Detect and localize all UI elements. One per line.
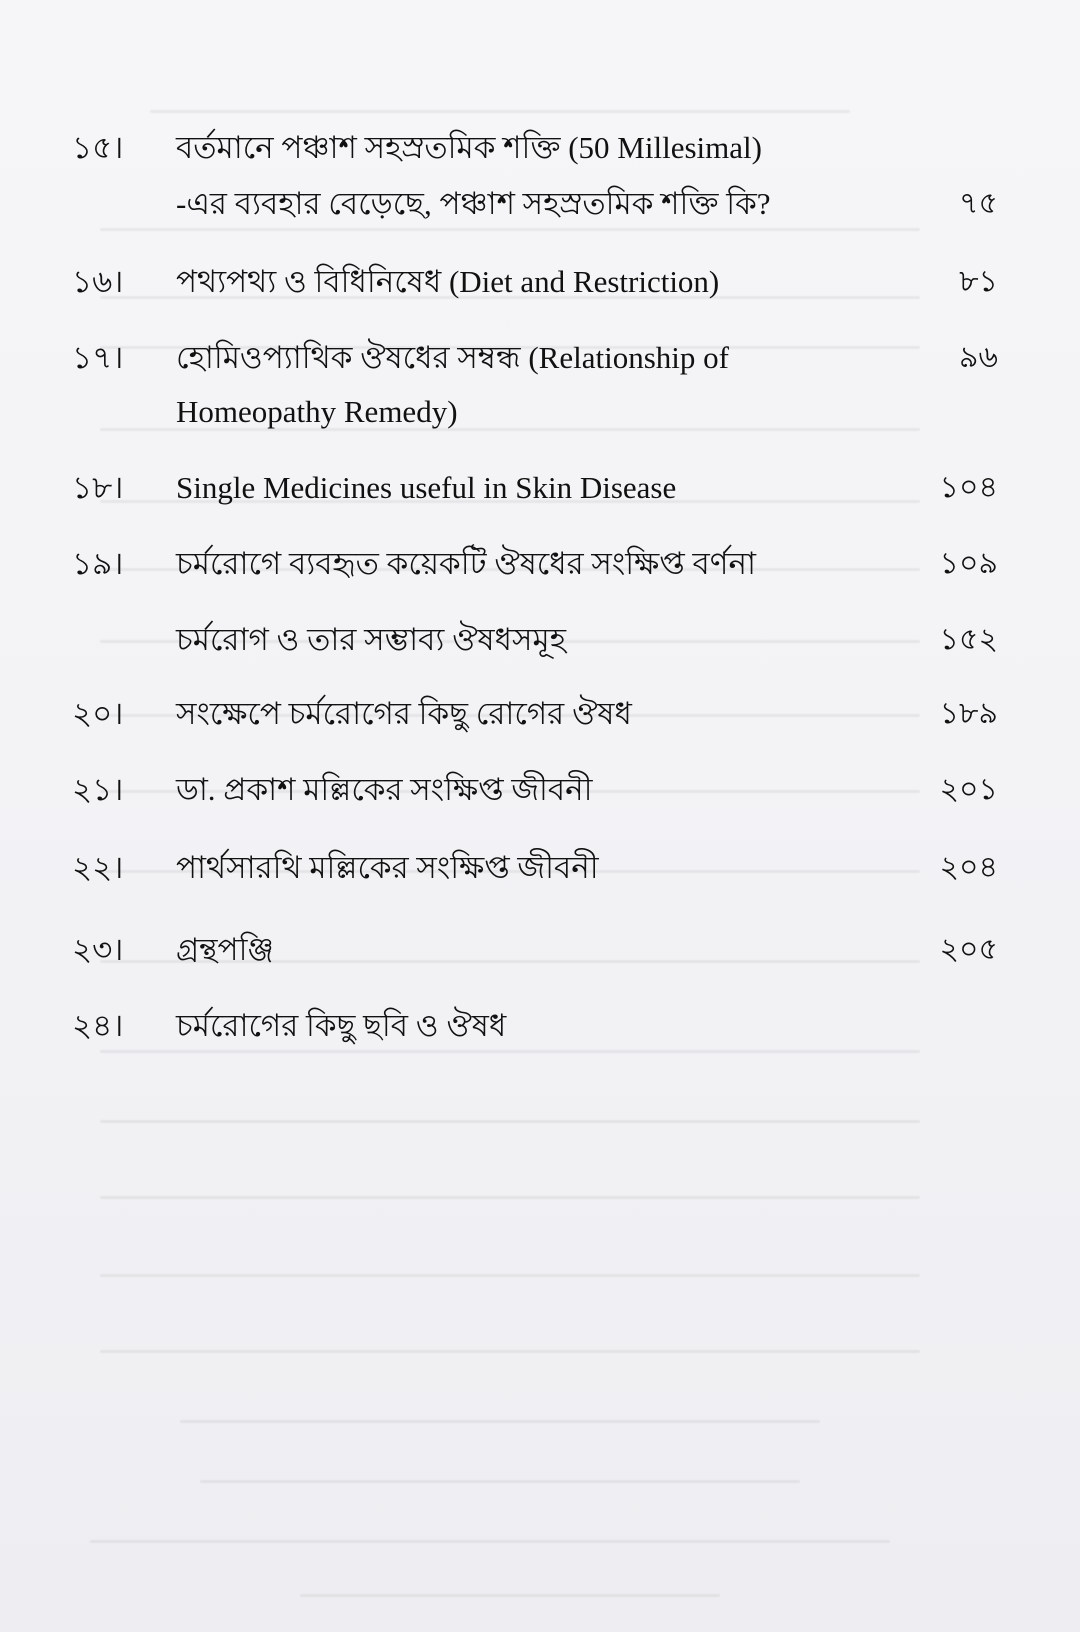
entry-number: ২০। bbox=[72, 696, 124, 732]
entry-number: ১৬। bbox=[72, 264, 124, 300]
entry-number: ১৫। bbox=[72, 130, 124, 166]
entry-title-continuation: Homeopathy Remedy) bbox=[176, 394, 458, 429]
entry-title: ডা. প্রকাশ মল্লিকের সংক্ষিপ্ত জীবনী bbox=[176, 772, 593, 807]
entry-title-continuation: -এর ব্যবহার বেড়েছে, পঞ্চাশ সহস্রতমিক শক্তি কি? bbox=[176, 186, 771, 221]
entry-number: ২২। bbox=[72, 850, 124, 886]
entry-page-number: ১০৯ bbox=[939, 546, 998, 581]
entry-page-number: ৮১ bbox=[959, 264, 998, 299]
entry-page-number: ১৮৯ bbox=[939, 696, 998, 731]
entry-page-number: ১০৪ bbox=[939, 470, 998, 505]
entry-title: গ্রন্থপঞ্জি bbox=[176, 932, 274, 967]
entry-title: চর্মরোগ ও তার সম্ভাব্য ঔষধসমূহ bbox=[176, 622, 566, 657]
entry-title: সংক্ষেপে চর্মরোগের কিছু রোগের ঔষধ bbox=[176, 696, 632, 731]
entry-number: ২৩। bbox=[72, 932, 124, 968]
entry-title: Single Medicines useful in Skin Disease bbox=[176, 470, 677, 505]
entry-title: পথ্যপথ্য ও বিধিনিষেধ (Diet and Restriction) bbox=[176, 264, 720, 299]
entry-page-number: ২০১ bbox=[939, 772, 998, 807]
entry-title: বর্তমানে পঞ্চাশ সহস্রতমিক শক্তি (50 Millesimal) bbox=[176, 130, 762, 165]
entry-number: ১৯। bbox=[72, 546, 124, 582]
entry-page-number: ৯৬ bbox=[959, 340, 998, 375]
entry-number: ২১। bbox=[72, 772, 124, 808]
entry-title: পার্থসারথি মল্লিকের সংক্ষিপ্ত জীবনী bbox=[176, 850, 599, 885]
entry-page-number: ২০৫ bbox=[939, 932, 998, 967]
entry-page-number: ২০৪ bbox=[939, 850, 998, 885]
entry-page-number: ১৫২ bbox=[939, 622, 998, 657]
entry-title: চর্মরোগে ব্যবহৃত কয়েকটি ঔষধের সংক্ষিপ্ত বর্ণনা bbox=[176, 546, 756, 581]
entry-number: ২৪। bbox=[72, 1008, 124, 1044]
entry-title: চর্মরোগের কিছু ছবি ও ঔষধ bbox=[176, 1008, 507, 1043]
entry-number: ১৭। bbox=[72, 340, 124, 376]
entry-title: হোমিওপ্যাথিক ঔষধের সম্বন্ধ (Relationship of bbox=[176, 340, 729, 375]
entry-page-number: ৭৫ bbox=[959, 186, 998, 221]
entry-number: ১৮। bbox=[72, 470, 124, 506]
